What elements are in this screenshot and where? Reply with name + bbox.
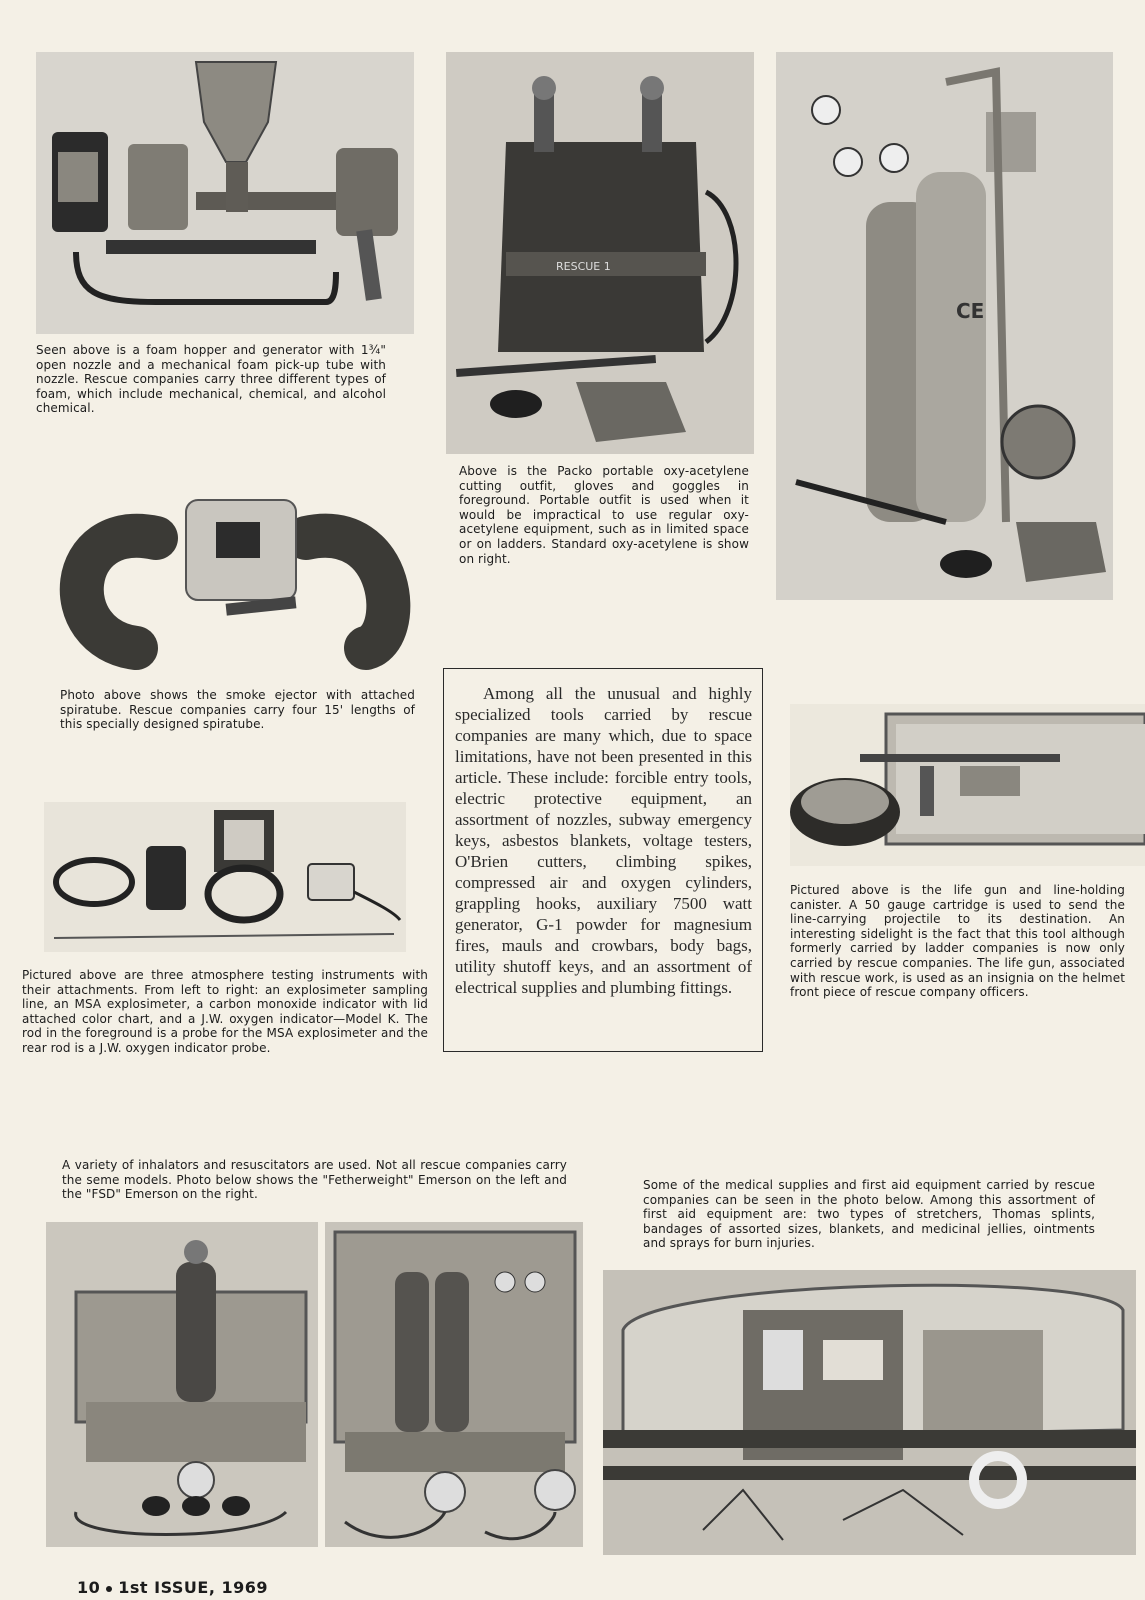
caption-medical-supplies: Some of the medical supplies and first aid equipment carried by rescue companies can be seen in the photo below. Among this assortment of first aid equipment are: two types of stretchers, Thomas splints, bandages of assorted sizes, blankets, and medicinal jellies, ointments and sprays for burn injuries. [643,1178,1095,1251]
oxy-cart-illustration [776,52,1113,600]
stretchers-illustration [603,1270,1136,1555]
boxed-text-panel: Among all the unusual and highly specialized tools carried by rescue companies are many which, due to space limitations, have not been presented in this article. These include: forcible entry tools, electric protective equipment, an assortment of nozzles, subway emergency keys, asbestos blankets, voltage testers, O'Brien cutters, climbing spikes, compressed air and oxygen cylinders, grappling hooks, auxiliary 7500 watt generator, G-1 powder for magnesium fires, mauls and crowbars, body bags, utility shutoff keys, and an assortment of electrical supplies and plumbing fittings. [443,668,763,1052]
fsd-illustration [325,1222,583,1547]
photo-medical-stretchers [603,1270,1136,1555]
atmosphere-instruments-illustration [44,802,406,952]
caption-inhalators: A variety of inhalators and resuscitators are used. Not all rescue companies carry the seme models. Photo below shows the "Fetherweight" Emerson on the left and the "FSD" Emerson on the right. [62,1158,567,1202]
packo-bag-label: RESCUE 1 [556,260,611,273]
foam-hopper-illustration [36,52,414,334]
life-gun-illustration [790,704,1145,866]
caption-foam-hopper: Seen above is a foam hopper and generator with 1¾" open nozzle and a mechanical foam pick-up tube with nozzle. Rescue companies carry three different types of foam, which include mechanical, chemical, and alcohol chemical. [36,343,386,416]
page-footer [77,1578,268,1597]
photo-packo-outfit [446,52,754,454]
photo-life-gun [790,704,1145,866]
caption-smoke-ejector: Photo above shows the smoke ejector with attached spiratube. Rescue companies carry four 15' lengths of this specially designed spiratube. [60,688,415,732]
photo-foam-hopper [36,52,414,334]
photo-smoke-ejector [36,478,414,674]
packo-outfit-illustration [446,52,754,454]
bullet-dot-icon [106,1586,112,1592]
caption-atmosphere-instruments: Pictured above are three atmosphere testing instruments with their attachments. From left to right: an explosimeter sampling line, an MSA explosimeter, a carbon monoxide indicator with lid attached color chart, and a J.W. oxygen indicator—Model K. The rod in the foreground is a probe for the MSA explosimeter and the rear rod is a J.W. oxygen indicator probe. [22,968,428,1055]
photo-fetherweight-emerson [46,1222,318,1547]
cylinder-label: CE [956,299,985,323]
caption-life-gun: Pictured above is the life gun and line-holding canister. A 50 gauge cartridge is used to send the line-carrying projectile to its destination. An interesting sidelight is the fact that this tool although formerly carried by ladder companies is now only carried by rescue companies. The life gun, associated with rescue work, is used as an insignia on the helmet front piece of rescue company officers. [790,883,1125,1000]
smoke-ejector-illustration [36,478,414,674]
caption-packo: Above is the Packo portable oxy-acetylene cutting outfit, gloves and goggles in foreground. Portable outfit is used when it would be impractical to use regular oxy-acetylene equipment, such as in limited space or on ladders. Standard oxy-acetylene is show on right. [459,464,749,566]
page-number: 10 [77,1578,101,1597]
photo-atmosphere-instruments [44,802,406,952]
fetherweight-illustration [46,1222,318,1547]
photo-fsd-emerson [325,1222,583,1547]
issue-label: 1st ISSUE, 1969 [118,1578,269,1597]
photo-oxy-acetylene-cart [776,52,1113,600]
